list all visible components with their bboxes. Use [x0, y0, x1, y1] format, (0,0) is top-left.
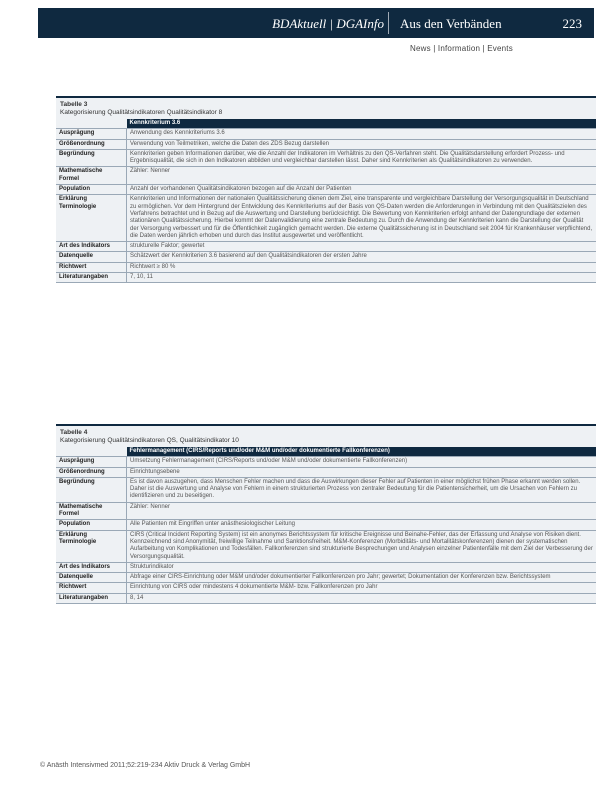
table-row: [56, 457, 596, 467]
row-label: Erklärung Terminologie: [56, 195, 127, 242]
row-value: Verwendung von Teilmetriken, welche die Daten des ZDS Bezug darstellen: [127, 139, 597, 149]
row-value: Einrichtung von CIRS oder mindestens 4 dokumentierte M&M- bzw. Fallkonferenzen pro Jahr: [127, 583, 597, 593]
row-value: Zähler: Nenner: [127, 167, 597, 185]
table-row: [56, 273, 596, 283]
row-value: Kennkriterien geben Informationen darüber, wie die Anzahl der Indikatoren im Verhältnis zu den QS-Verfahren steht. Die Qualitätsdarstellung erfordert Prozess- und Ergebnisqualität, die sich in den Indikatoren abbilden und vergleichbar darstellen lässt. Daher sind Kennkriterien als Qualitätsindikatoren zu verwenden.: [127, 149, 597, 167]
table-row: [56, 502, 596, 520]
table-row: [56, 583, 596, 593]
row-value: Kennkriterien und Informationen der nationalen Qualitätssicherung dienen dem Ziel, eine transparente und vergleichbare Darstellung der Versorgungsqualität in Deutschland zu ermöglichen. Vor dem Hintergrund der Entwicklung des Kennkriteriums auf der Basis von QS-Daten werden die Anforderungen in Verbindung mit den Qualitätszielen des Verfahrens betrachtet und in Bezug auf die Auswertung und Darstellung berücksichtigt. Die Bewertung von Kennkriterien erfolgt anhand der Datengrundlage der externen stationären Qualitätssicherung. Hierbei kommt der Datenvalidierung eine zentrale Bedeutung zu. Durch die Anwendung der Kennkriterien kann die Darstellung der Qualität der Versorgung verbessert und für die Öffentlichkeit zugänglich gemacht werden. Die externe Qualitätssicherung ist in Deutschland seit 2004 für Krankenhäuser verpflichtend, die Daten werden jährlich erhoben und durch das Institut ausgewertet und veröffentlicht.: [127, 195, 597, 242]
row-value: 7, 10, 11: [127, 273, 597, 283]
row-label: Datenquelle: [56, 252, 127, 262]
row-value: Umsetzung Fehlermanagement (CIRS/Reports und/oder M&M und/oder dokumentierte Fallkonferenzen): [127, 457, 597, 467]
table-row: [56, 129, 596, 139]
table-subtitle: Kategorisierung Qualitätsindikatoren QS, Qualitätsindikator 10: [60, 437, 239, 444]
table-caption: [56, 426, 596, 447]
page-footer: © Anästh Intensivmed 2011;52:219-234 Aktiv Druck & Verlag GmbH: [40, 762, 251, 769]
row-label: Größenordnung: [56, 467, 127, 477]
row-value: 8, 14: [127, 593, 597, 603]
table-row: [56, 520, 596, 530]
row-value: Alle Patienten mit Eingriffen unter anästhesiologischer Leitung: [127, 520, 597, 530]
row-value: Richtwert ≥ 80 %: [127, 262, 597, 272]
row-value: Anwendung des Kennkriteriums 3.6: [127, 129, 597, 139]
row-label: Ausprägung: [56, 129, 127, 139]
row-label: Literaturangaben: [56, 273, 127, 283]
table-row: [56, 562, 596, 572]
page-header: [38, 8, 594, 38]
row-label: Mathematische Formel: [56, 502, 127, 520]
indicator-table: [56, 119, 596, 283]
table-header-row: [56, 447, 596, 457]
row-label: Ausprägung: [56, 457, 127, 467]
subnav: News | Information | Events: [410, 44, 513, 53]
table-row: [56, 477, 596, 502]
table-row: [56, 139, 596, 149]
row-label: Mathematische Formel: [56, 167, 127, 185]
table-row: [56, 593, 596, 603]
table-header-row: [56, 119, 596, 129]
row-label: Art des Indikators: [56, 562, 127, 572]
table-subtitle: Kategorisierung Qualitätsindikatoren Qualitätsindikator 8: [60, 109, 223, 116]
row-label: Population: [56, 520, 127, 530]
table-4: [56, 424, 596, 604]
header-divider: [388, 12, 389, 34]
header-empty-cell: [56, 447, 127, 457]
table-row: [56, 149, 596, 167]
row-value: Anzahl der vorhandenen Qualitätsindikatoren bezogen auf die Anzahl der Patienten: [127, 185, 597, 195]
page-number: 223: [562, 16, 582, 31]
publication-title: BDAktuell | DGAInfo: [272, 16, 384, 31]
row-label: Richtwert: [56, 262, 127, 272]
table-row: [56, 167, 596, 185]
row-value: Abfrage einer CIRS-Einrichtung oder M&M und/oder dokumentierter Fallkonferenzen pro Jahr; gewertet; Dokumentation der Konferenzen bzw. Berichtssystem: [127, 573, 597, 583]
table-row: [56, 195, 596, 242]
indicator-table: [56, 447, 596, 604]
section-title: Aus den Verbänden: [400, 16, 502, 31]
row-label: Art des Indikators: [56, 242, 127, 252]
row-label: Datenquelle: [56, 573, 127, 583]
table-row: [56, 530, 596, 562]
table-row: [56, 242, 596, 252]
row-label: Erklärung Terminologie: [56, 530, 127, 562]
table-row: [56, 252, 596, 262]
header-empty-cell: [56, 119, 127, 129]
table-caption: [56, 98, 596, 119]
row-label: Richtwert: [56, 583, 127, 593]
row-label: Größenordnung: [56, 139, 127, 149]
row-value: Schätzwert der Kennkriterien 3.6 basierend auf den Qualitätsindikatoren der ersten Jahre: [127, 252, 597, 262]
row-label: Begründung: [56, 149, 127, 167]
row-value: strukturelle Faktor; gewertet: [127, 242, 597, 252]
row-label: Begründung: [56, 477, 127, 502]
table-3: [56, 96, 596, 283]
row-label: Population: [56, 185, 127, 195]
table-row: [56, 467, 596, 477]
row-value: Zähler: Nenner: [127, 502, 597, 520]
table-label: Tabelle 4: [60, 429, 88, 436]
row-value: Strukturindikator: [127, 562, 597, 572]
table-row: [56, 573, 596, 583]
table-label: Tabelle 3: [60, 101, 88, 108]
row-label: Literaturangaben: [56, 593, 127, 603]
header-value: Kennkriterium 3.6: [127, 119, 597, 129]
row-value: Einrichtungsebene: [127, 467, 597, 477]
table-row: [56, 185, 596, 195]
row-value: Es ist davon auszugehen, dass Menschen Fehler machen und dass die Auswirkungen dieser Fehler auf Patienten in einer möglichst frühen Phase erkannt werden sollen. Daher ist die Auswertung und Analyse von Fehlern in einem strukturierten Prozess von zentraler Bedeutung für die Patientensicherheit, um die Ursachen von Fehlern zu identifizieren und zu beseitigen.: [127, 477, 597, 502]
row-value: CIRS (Critical Incident Reporting System) ist ein anonymes Berichtssystem für kritische Ereignisse und Beinahe-Fehler, das der Erfassung und Analyse von Risiken dient. Kennzeichnend sind Anonymität, freiwillige Teilnahme und Sanktionsfreiheit. M&M-Konferenzen (Morbiditäts- und Mortalitätskonferenzen) dienen der systematischen Aufarbeitung von Komplikationen und Todesfällen. Fallkonferenzen sind strukturierte Besprechungen und Analysen einzelner Patientenfälle mit dem Ziel der Verbesserung der Versorgungsqualität.: [127, 530, 597, 562]
header-value: Fehlermanagement (CIRS/Reports und/oder M&M und/oder dokumentierte Fallkonferenzen): [127, 447, 597, 457]
table-row: [56, 262, 596, 272]
